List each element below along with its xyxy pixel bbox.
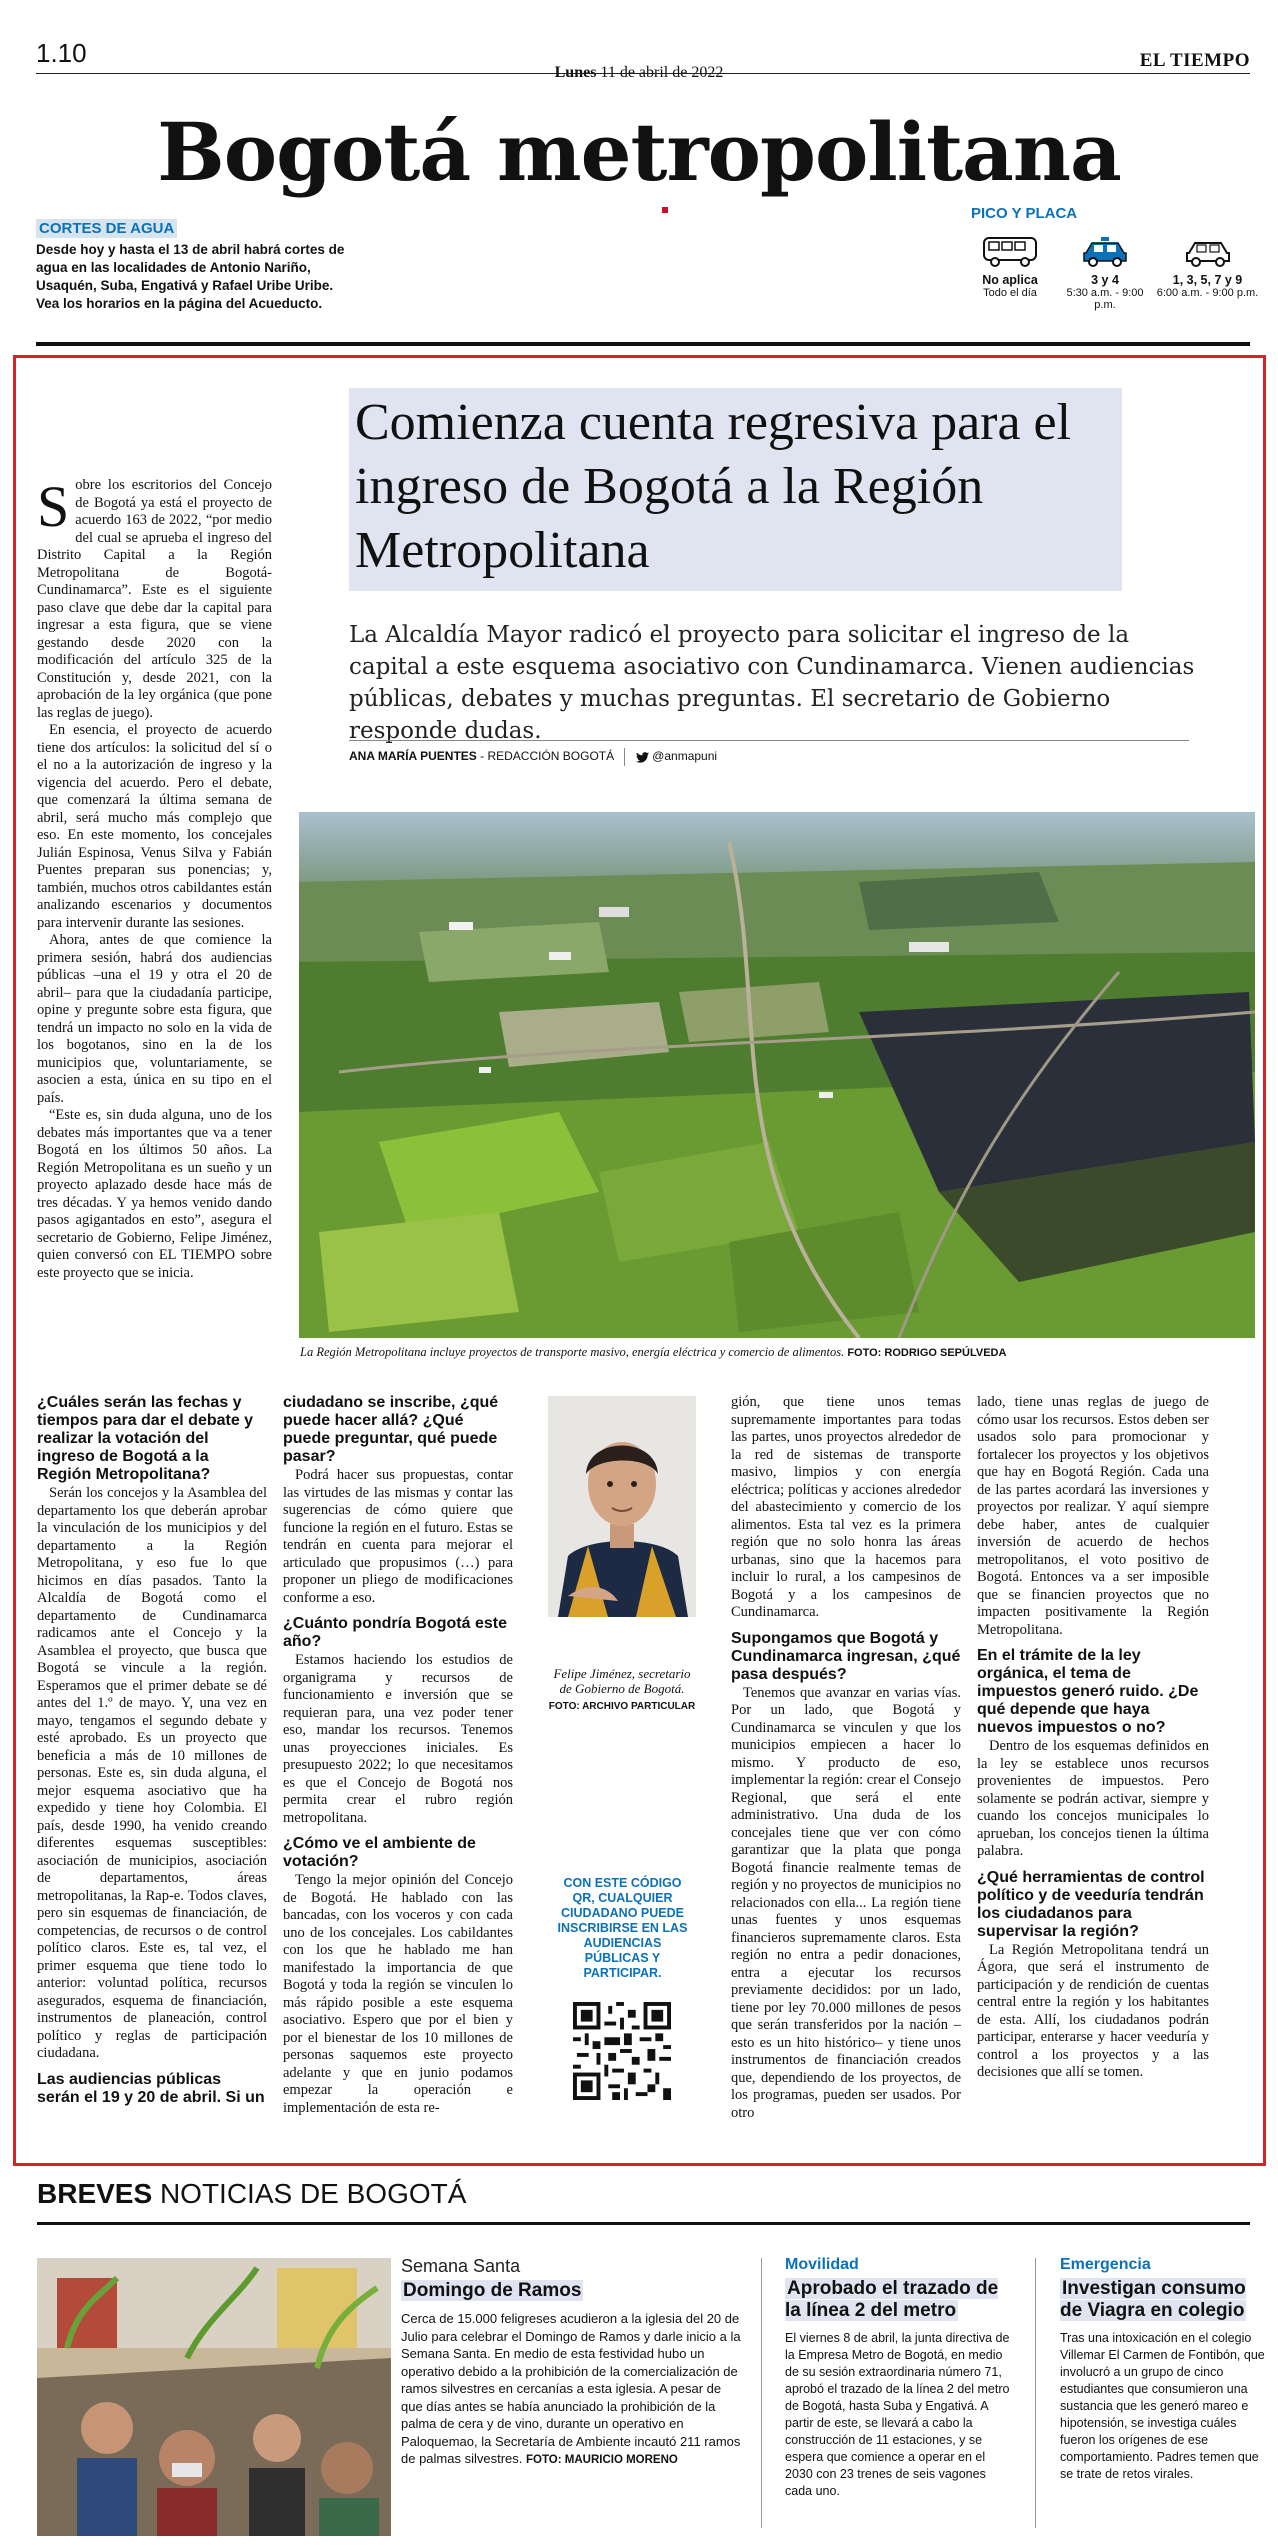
intro-paragraph-1: obre los escritorios del Concejo de Bogotá ya está el proyecto de acuerdo 163 de 2022, “por medio del cual se aprueba el ingreso del Distrito Capital a la Región Metropolitana de Bogotá-Cundinamarca”. Este es el siguiente paso clave que debe dar la capital para ingresar a esta figura, que se viene gestando desde 2020 con la modificación del artículo 325 de la Constitución y, desde 2021, con la aprobación de la ley orgánica (que pone las reglas de juego). — [37, 477, 272, 721]
breve-2-kicker: Movilidad — [785, 2256, 859, 2273]
answer-5: Tenemos que avanzar en varias vías. Por un lado, que Bogotá y Cundinamarca se vinculen y que los municipios empiecen a hacer lo mismo. Y producto de eso, implementar la región: crear el Consejo Regional, que será el ente administrativo. Una duda de los concejales tiene que ver con cómo garantizar que la plata que ponga Bogotá financie realmente temas de región y no proyectos de municipios no relacionados con ella... La región tiene unas fuentes y unos esquemas financieros supremamente claros. Esta región no entra a pedir donaciones, entra a ejecutar los recursos previamente decididos: por un lado, tiene por ley 70.000 millones de pesos que serán transferidos por la nación –esto es un hito histórico– y tiene unos instrumentos de financiación creados que, dependiendo de los proyectos, de los programas, pueden ser usados. Por otro — [731, 1684, 961, 2121]
pyp-taxi-label: 3 y 4 — [1091, 273, 1119, 287]
answer-6: Dentro de los esquemas definidos en la ley se establece unos recursos provenientes de impuestos. Pero solamente se podrán activar, siempre y cuando los concejos municipales lo aprueban, los concejos tienen la última palabra. — [977, 1738, 1209, 1859]
breve-2-body: El viernes 8 de abril, la junta directiva de la Empresa Metro de Bogotá, en medio de su sesión extraordinaria número 71, aprobó el trazado de la línea 2 del metro de Bogotá, hasta Suba y Engativá. A partir de este, se llevará a cabo la construcción de 11 estaciones, y se espera que comience a operar en el 2030 con 23 trenes de seis vagones cada uno. — [785, 2331, 1010, 2498]
water-cuts-tag: CORTES DE AGUA — [36, 219, 177, 238]
breve-movilidad — [785, 2256, 1010, 2500]
pico-y-placa-box — [965, 205, 1260, 311]
answer-4: Tengo la mejor opinión del Concejo de Bogotá. He hablado con las bancadas, con los voceros y con cada uno de los concejales. Los cabildantes con los que he hablado me han manifestado la importancia de que Bogotá y toda la región se vinculen lo más rápido posible a este esquema asociativo. Espero que por el bien y por el bienestar de los 10 millones de personas saquemos este proyecto adelante y que en junio podamos empezar la operación e implementación de esta re- — [283, 1872, 513, 2116]
breve-2-title[interactable]: Aprobado el trazado de la línea 2 del metro — [785, 2278, 999, 2321]
breves-label: BREVES — [37, 2178, 153, 2209]
question-7: ¿Qué herramientas de control político y de veeduría tendrán los ciudadanos para supervisar la región? — [977, 1868, 1205, 1940]
article-deck: La Alcaldía Mayor radicó el proyecto para solicitar el ingreso de la capital a este esquema asociativo con Cundinamarca. Vienen audiencias públicas, debates y muchas preguntas. El secretario de Gobierno responde dudas. — [349, 622, 1195, 744]
photo-caption — [300, 1345, 1006, 1360]
answer-1: Serán los concejos y la Asamblea del departamento los que deberán aprobar la vinculación de los municipios y del departamento a la Región Metropolitana, y eso fue lo que hicimos en días pasados. Tanto la Alcaldía de Bogotá como el departamento de Cundinamarca radicamos ante el Concejo y la Asamblea el proyecto, que busca que Bogotá se vincule a la región. Esperamos que el primer debate se dé antes del 1.º de mayo. Y, una vez en mayo, tengamos el segundo debate y esté aprobado. Es un proyecto que beneficia a más de 10 millones de personas. Este es, sin duda alguna, el mejor esquema asociativo que ha expedido y tiene hoy Colombia. El país, desde 1990, ha venido creando diferentes esquemas susceptibles: asociación de municipios, asociación de departamentos, áreas metropolitanas, la Rap-e. Todos claves, pero sin esquemas de financiación, de competencias, de recursos o de control político claros. Este es, tal vez, el primer esquema que tiene todo lo anterior: voluntad política, recursos asegurados, esquema de financiación, instrumentos de planeación, control político y reglas de participación ciudadana. — [37, 1485, 267, 2061]
breves-sublabel: NOTICIAS DE BOGOTÁ — [159, 2178, 467, 2209]
breve-3-kicker: Emergencia — [1060, 2256, 1151, 2273]
breve-1-body-text: Cerca de 15.000 feligreses acudieron a la iglesia del 20 de Julio para celebrar el Domingo de Ramos y darle inicio a la Semana Santa. En medio de esta festividad hubo un operativo debido a la prohibición de la comercialización de ramos silvestres en cercanías a esta iglesia. A pesar de que días antes se había anunciado la prohibición de la palma de cera y de vino, durante un operativo en Paloquemao, la Secretaría de Ambiente incautó 211 ramos de palmas silvestres. — [401, 2311, 741, 2466]
question-2-start: Las audiencias públicas serán el 19 y 20 de abril. Si un — [37, 2070, 265, 2106]
pyp-bus — [965, 235, 1055, 299]
page-number: 1.10 — [36, 38, 87, 68]
breve-1-kicker: Semana Santa — [401, 2256, 521, 2276]
question-3: ¿Cuánto pondría Bogotá este año? — [283, 1615, 507, 1650]
breve-1-title[interactable]: Domingo de Ramos — [403, 2280, 582, 2301]
author-desk: - REDACCIÓN BOGOTÁ — [480, 749, 615, 764]
breve-1-body — [401, 2310, 746, 2470]
intro-paragraph-4: “Este es, sin duda alguna, uno de los debates más importantes que va a tener Bogotá en los últimos 50 años. La Región Metropolitana es un sueño y un proyecto aplazado desde hace más de tres décadas. Y ya hemos venido dando pasos agigantados en esto”, asegura el secretario de Gobierno, Felipe Jiménez, quien conversó con EL TIEMPO sobre este proyecto que se inicia. — [37, 1107, 272, 1281]
photo-credit: FOTO: RODRIGO SEPÚLVEDA — [847, 1347, 1007, 1359]
taxi-icon — [1080, 235, 1130, 269]
answer-7: La Región Metropolitana tendrá un Ágora, que será el instrumento de participación y de rendición de cuentas central entre la región y los habitantes de esta. Allí, los ciudadanos podrán participar, enterarse y hacer veeduría y control a los proyectos y a las decisiones que allí se tomen. — [977, 1941, 1209, 2080]
qr-instructions: CON ESTE CÓDIGO QR, CUALQUIER CIUDADANO PUEDE INSCRIBIRSE EN LAS AUDIENCIAS PÚBLICAS Y PARTICIPAR. — [557, 1876, 688, 1980]
qr-code-icon[interactable] — [573, 2002, 671, 2100]
twitter-handle[interactable]: @anmapuni — [652, 749, 718, 764]
header-divider — [36, 342, 1250, 346]
portrait-caption — [548, 1666, 696, 1714]
breve-1-credit: FOTO: MAURICIO MORENO — [526, 2454, 678, 2466]
date-day: Lunes — [554, 64, 597, 81]
text-column-4 — [977, 1394, 1209, 2082]
photo-caption-text: La Región Metropolitana incluye proyectos de transporte masivo, energía eléctrica y comercio de alimentos. — [300, 1345, 845, 1359]
pyp-car-label: 1, 3, 5, 7 y 9 — [1172, 273, 1243, 287]
pyp-taxi — [1055, 235, 1155, 311]
breve-3-body: Tras una intoxicación en el colegio Villemar El Carmen de Fontibón, que involucró a un grupo de cinco estudiantes que consumieron una sustancia que les generó mareo e hipotensión, se investiga cuáles fueron los orígenes de ese comportamiento. Padres temen que se trate de retos virales. — [1060, 2331, 1265, 2481]
section-title: Bogotá metropolitana — [157, 105, 1121, 199]
question-6: En el trámite de la ley orgánica, el tema de impuestos generó ruido. ¿De qué depende que haya nuevos impuestos o no? — [977, 1647, 1199, 1736]
text-column-2 — [283, 1394, 513, 2117]
drop-cap: S — [37, 474, 70, 539]
portrait-credit: FOTO: ARCHIVO PARTICULAR — [548, 1701, 696, 1712]
pyp-bus-sub: Todo el día — [983, 287, 1037, 299]
intro-paragraph-2: En esencia, el proyecto de acuerdo tiene dos artículos: la solicitud del sí o el no a la autorización de ingreso y la vigencia del acuerdo. Pero el debate, que comenzará la última semana de abril, será mucho más complejo que eso. En este momento, los concejales Julián Espinosa, Venus Silva y Fabián Puentes preparan sus ponencias; y, también, muchos otros cabildantes están analizando escenarios y documentos para intervenir durante las sesiones. — [37, 722, 272, 931]
answer-5-continued: lado, tiene unas reglas de juego de cómo usar los recursos. Estos deben ser usados solo para promocionar y fortalecer los proyectos y los objetivos que hay en Bogotá Región. Cada una de las partes acordará las inversiones y proyectos por realizar. Y aquí siempre debe haber, antes de cualquier inversión de acuerdo de hechos metropolitanos, el voto positivo de Bogotá. Entonces va a ser imposible que se financien proyectos que no impacten positivamente la Región Metropolitana. — [977, 1394, 1209, 1638]
water-cuts-box — [36, 218, 356, 313]
pyp-taxi-sub: 5:30 a.m. - 9:00 p.m. — [1066, 287, 1144, 311]
red-dot-ornament — [662, 207, 668, 213]
answer-3: Estamos haciendo los estudios de organigrama y recursos de funcionamiento e inversión que se requieran para, una vez poder tener eso, mandar los recursos. Tenemos unas proyecciones iniciales. Es presupuesto 2022; lo que necesitamos es que el Concejo de Bogotá nos permita crear el rubro región metropolitana. — [283, 1652, 513, 1826]
date-rest: 11 de abril de 2022 — [600, 64, 724, 81]
pyp-car — [1155, 235, 1260, 299]
answer-2: Podrá hacer sus propuestas, contar las virtudes de las mismas y contar las sugerencias de cómo quiere que funcione la región en el futuro. Estas se tendrán en cuenta para mejorar el articulado que propusimos (…) para proponer un pliego de modificaciones conforme a eso. — [283, 1467, 513, 1606]
twitter-icon — [636, 752, 649, 763]
author-name: ANA MARÍA PUENTES — [349, 749, 477, 764]
top-divider — [36, 73, 1250, 74]
byline-separator — [624, 748, 625, 766]
breve-emergencia — [1060, 2256, 1265, 2483]
pico-y-placa-title: PICO Y PLACA — [971, 205, 1078, 222]
breve-3-title[interactable]: Investigan consumo de Viagra en colegio — [1060, 2278, 1246, 2321]
breve-semana-santa — [401, 2256, 746, 2470]
portrait-image — [548, 1396, 696, 1617]
question-1: ¿Cuáles serán las fechas y tiempos para dar el debate y realizar la votación del ingreso de Bogotá a la Región Metropolitana? — [37, 1394, 254, 1483]
intro-paragraph-3: Ahora, antes de que comience la primera sesión, habrá dos audiencias públicas –una el 19 y otra el 20 de abril– para que la ciudadanía participe, opine y pregunte sobre esta figura, que tendrá un impacto no solo en la vida de los bogotanos, sino en la de los municipios que, voluntariamente, se asocien a esta, única en su tipo en el país. — [37, 932, 272, 1106]
byline-divider — [349, 740, 1189, 741]
answer-4-continued: gión, que tiene unos temas supremamente importantes para todas las partes, unos proyectos alrededor de la red de sistemas de transporte masivo, limpios y con energía eléctrica; políticas y acciones alrededor del abastecimiento y comercio de los alimentos. Esta tal vez es la primera región que no solo honra las áreas urbanas, sino que la hacemos para incluir lo rural, a los campesinos de Bogotá y a los campesinos de Cundinamarca. — [731, 1394, 961, 1620]
portrait-caption-text: Felipe Jiménez, secretario de Gobierno de Bogotá. — [553, 1666, 691, 1696]
palm-sunday-photo — [37, 2258, 391, 2536]
question-4: ¿Cómo ve el ambiente de votación? — [283, 1835, 476, 1870]
car-icon — [1183, 235, 1233, 269]
question-2-continued: ciudadano se inscribe, ¿qué puede hacer allá? ¿Qué puede preguntar, qué puede pasar? — [283, 1394, 499, 1465]
breves-separator-2 — [1035, 2258, 1036, 2528]
text-column-1 — [37, 1394, 267, 2108]
breves-divider — [37, 2222, 1250, 2225]
aerial-photo-region — [299, 812, 1255, 1338]
article-headline: Comienza cuenta regresiva para el ingreso de Bogotá a la Región Metropolitana — [349, 388, 1122, 591]
portrait-photo — [548, 1396, 696, 1617]
brand-name: EL TIEMPO — [1139, 50, 1250, 71]
text-column-3 — [731, 1394, 961, 2122]
crowd-image — [37, 2258, 391, 2536]
byline — [349, 748, 717, 766]
bus-icon — [981, 235, 1039, 269]
question-5: Supongamos que Bogotá y Cundinamarca ingresan, ¿qué pasa después? — [731, 1629, 961, 1683]
water-cuts-text: Desde hoy y hasta el 13 de abril habrá cortes de agua en las localidades de Antonio Nariño, Usaquén, Suba, Engativá y Rafael Uribe Uribe. Vea los horarios en la página del Acueducto. — [36, 242, 345, 311]
pyp-car-sub: 6:00 a.m. - 9:00 p.m. — [1156, 287, 1259, 299]
aerial-landscape-image — [299, 812, 1255, 1338]
breves-separator-1 — [761, 2258, 762, 2528]
breves-header — [37, 2178, 466, 2210]
intro-column — [37, 474, 272, 1282]
pyp-bus-label: No aplica — [982, 273, 1038, 287]
